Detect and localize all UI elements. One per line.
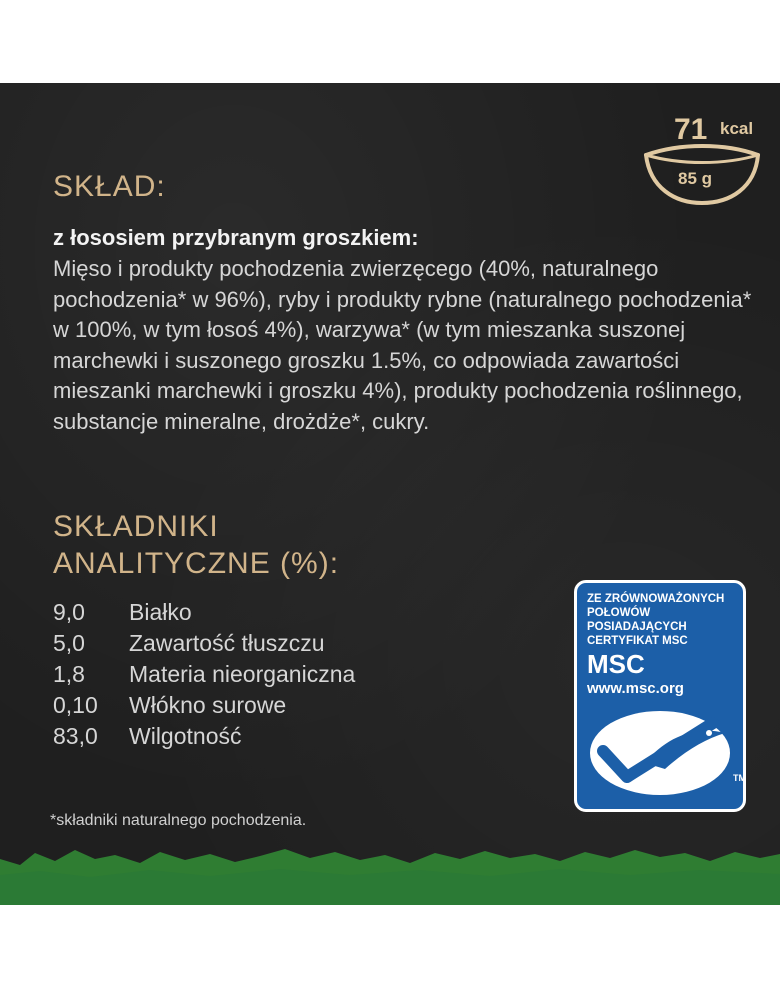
analytical-label: Włókno surowe [129,692,287,718]
analytical-row [53,628,355,659]
grass-strip [0,825,780,905]
analytical-label: Zawartość tłuszczu [129,630,325,656]
composition-text: Mięso i produkty pochodzenia zwierzęcego (40%, naturalnego pochodzenia* w 96%), ryby i produkty rybne (naturalnego pochodzenia* w 100%, w tym łosoś 4%), warzywa* (w tym mieszanka suszonej marchewki i suszonego groszku 1.5%, co odpowiada zawartości mieszanki marchewki i groszku 4%), produkty pochodzenia roślinnego, substancje mineralne, drożdże*, cukry. [53,256,752,434]
analytical-list [53,597,355,752]
analytical-heading-line1: SKŁADNIKI [53,510,219,543]
analytical-heading [53,508,339,582]
analytical-row [53,659,355,690]
analytical-heading-line2: ANALITYCZNE (%): [53,547,340,580]
analytical-row [53,721,355,752]
analytical-row [53,597,355,628]
msc-fish-check-icon [585,703,735,798]
composition-subheading: z łososiem przybranym groszkiem: [53,225,419,250]
analytical-value: 1,8 [53,661,85,687]
analytical-value: 83,0 [53,723,98,749]
msc-claim [587,592,724,648]
analytical-label: Białko [129,599,192,625]
analytical-value: 9,0 [53,599,85,625]
analytical-value: 0,10 [53,692,98,718]
analytical-row [53,690,355,721]
msc-claim-line: CERTYFIKAT MSC [587,635,688,647]
msc-claim-line: POSIADAJĄCYCH [587,621,687,633]
energy-badge [640,113,765,208]
msc-claim-line: ZE ZRÓWNOWAŻONYCH [587,593,725,605]
analytical-label: Materia nieorganiczna [129,661,356,687]
analytical-label: Wilgotność [129,723,242,749]
footnote: *składniki naturalnego pochodzenia. [50,812,307,829]
product-info-panel [0,83,780,905]
composition-heading: SKŁAD: [53,170,166,203]
analytical-value: 5,0 [53,630,85,656]
weight-label: 85 g [678,169,713,188]
kcal-unit: kcal [720,119,754,138]
kcal-value: 71 [674,113,708,146]
msc-claim-line: POŁOWÓW [587,607,651,619]
msc-url: www.msc.org [587,680,684,697]
msc-certification-logo [574,580,746,812]
msc-brand: MSC [587,649,645,679]
msc-trademark: TM [733,773,746,783]
